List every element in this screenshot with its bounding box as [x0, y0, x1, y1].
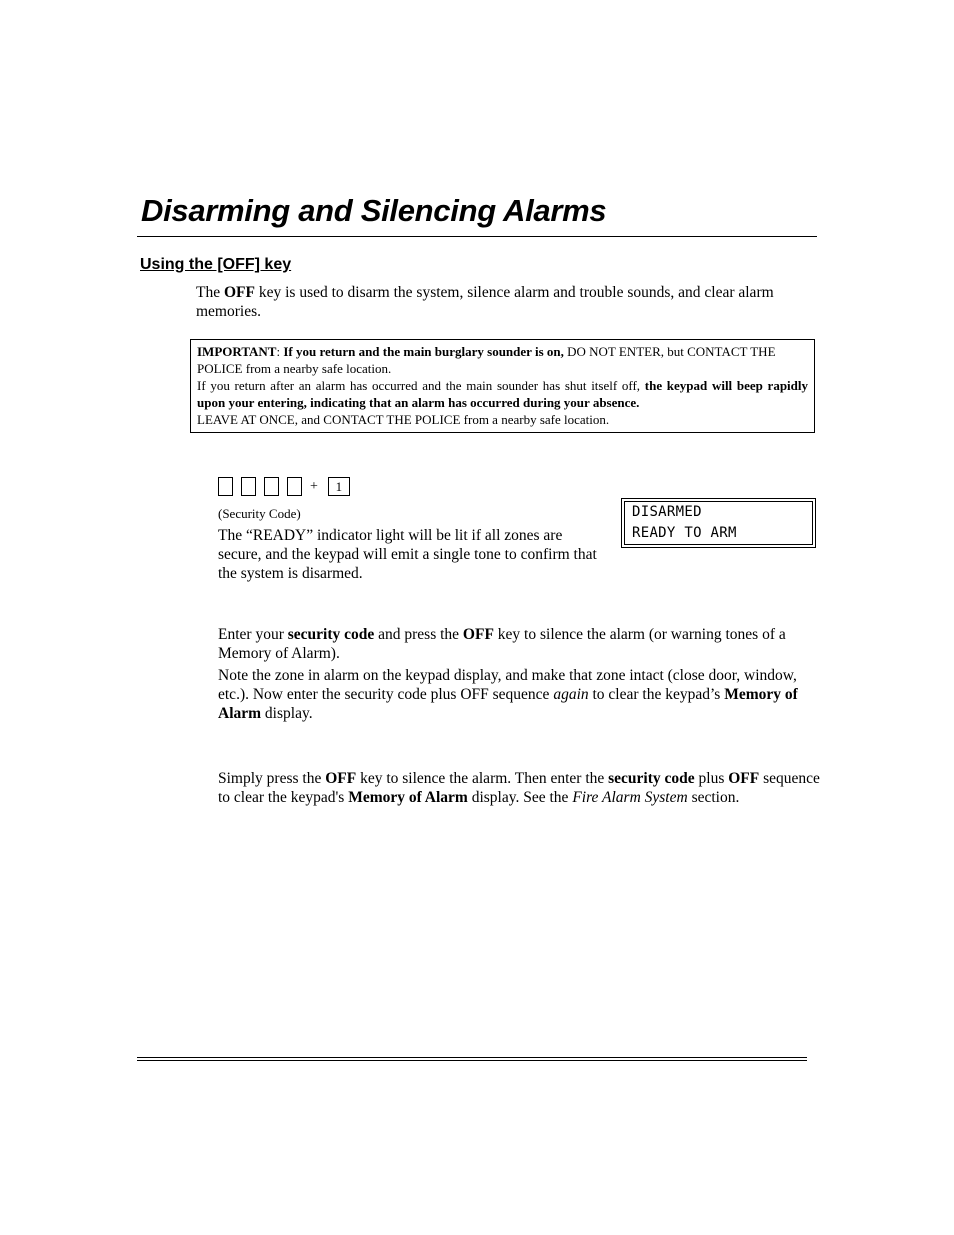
- memory-again-italic: again: [553, 686, 589, 703]
- ready-indicator-note: The “READY” indicator light will be lit if all zones are secure, and the keypad will emit a single tone to confirm that the system is disarmed.: [218, 527, 597, 582]
- burglary-text-1: Enter your: [218, 626, 288, 643]
- important-warning-box: [190, 339, 815, 433]
- fire-text-5: display. See the: [467, 789, 573, 806]
- keypad-lcd-display: [621, 498, 816, 548]
- important-sounder-bold: If you return and the main burglary sounder is on,: [283, 344, 564, 359]
- fire-text-1: Simply press the: [218, 770, 326, 787]
- footer-rule-top: [137, 1057, 807, 1058]
- lcd-line-2: READY TO ARM: [632, 525, 737, 541]
- intro-text-rest: key is used to disarm the system, silence alarm and trouble sounds, and clear alarm memories.: [196, 284, 774, 320]
- security-code-key-sequence: [218, 477, 350, 496]
- important-do-not-enter: DO NOT ENTER, but CONTACT THE POLICE from a nearby safe location.: [197, 344, 776, 376]
- important-third-paragraph: LEAVE AT ONCE, and CONTACT THE POLICE from a nearby safe location.: [197, 412, 610, 427]
- fire-alarm-paragraph: [218, 769, 828, 807]
- code-digit-box-4: [287, 477, 302, 496]
- important-label: IMPORTANT: [197, 344, 277, 359]
- burglary-silence-paragraph: [218, 625, 823, 663]
- section-heading: Using the [OFF] key: [140, 256, 292, 273]
- fire-alarm-system-italic: Fire Alarm System: [572, 789, 688, 806]
- fire-memory-of-alarm-bold: Memory of Alarm: [348, 789, 468, 806]
- important-colon: :: [276, 344, 284, 359]
- code-digit-box-3: [264, 477, 279, 496]
- fire-text-6: section.: [687, 789, 740, 806]
- fire-off-bold-2: OFF: [728, 770, 760, 787]
- security-code-label: (Security Code): [218, 506, 301, 521]
- important-shut-off-text: If you return after an alarm has occurred and the main sounder has shut itself off,: [197, 378, 645, 393]
- fire-text-4: sequence to clear the keypad's: [218, 770, 820, 806]
- burglary-off-bold: OFF: [462, 626, 494, 643]
- code-digit-box-2: [241, 477, 256, 496]
- memory-text-3: display.: [261, 705, 313, 722]
- off-key-box: 1: [328, 477, 350, 496]
- memory-of-alarm-bold: Memory of Alarm: [218, 686, 798, 722]
- code-digit-box-1: [218, 477, 233, 496]
- memory-of-alarm-paragraph: [218, 666, 823, 723]
- important-beep-bold: the keypad will beep rapidly upon your entering, indicating that an alarm has occurred during your absence.: [197, 378, 809, 410]
- off-key-intro: [196, 283, 806, 321]
- burglary-text-3: key to silence the alarm (or warning tones of a Memory of Alarm).: [218, 626, 786, 662]
- fire-text-3: plus: [694, 770, 729, 787]
- important-first-paragraph: [197, 343, 808, 377]
- page-title: Disarming and Silencing Alarms: [141, 193, 607, 228]
- important-second-paragraph: [197, 377, 808, 411]
- intro-text: The: [196, 284, 224, 301]
- intro-off-bold: OFF: [223, 284, 255, 301]
- fire-off-bold-1: OFF: [325, 770, 357, 787]
- title-rule: [137, 236, 817, 237]
- memory-text-2: to clear the keypad’s: [588, 686, 725, 703]
- fire-security-code-bold: security code: [608, 770, 695, 787]
- fire-text-2: key to silence the alarm. Then enter the: [356, 770, 609, 787]
- plus-sign: +: [310, 478, 318, 494]
- lcd-line-1: DISARMED: [632, 504, 702, 520]
- burglary-text-2: and press the: [374, 626, 463, 643]
- memory-text-1: Note the zone in alarm on the keypad display, and make that zone intact (close door, window, etc.). Now enter the security code plus OFF sequence: [218, 667, 797, 703]
- footer-rule-bottom: [137, 1060, 807, 1061]
- burglary-security-code-bold: security code: [287, 626, 375, 643]
